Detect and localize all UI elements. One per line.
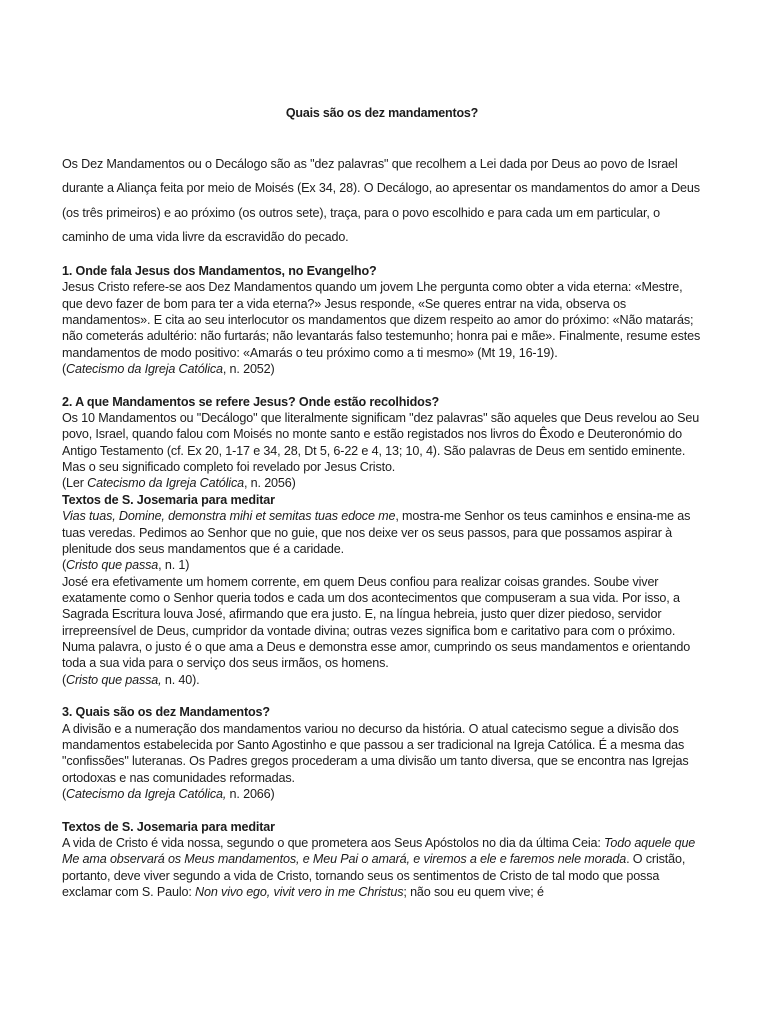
ref-source: Cristo que passa, <box>66 672 162 687</box>
section-3-meditate-heading: Textos de S. Josemaria para meditar <box>62 819 275 834</box>
latin-quote: Vias tuas, Domine, demonstra mihi et semitas tuas edoce me <box>62 509 396 524</box>
section-2-text: Os 10 Mandamentos ou "Decálogo" que literalmente significam "dez palavras" são aqueles que Deus revelou ao Seu povo, Israel, quando falou com Moisés no monte santo e estão registados nos livros do Êxodo e Deuteronómio do Antigo Testamento (cf. Ex 20, 1-17 e 34, 28, Dt 5, 6-22 e 4, 13; 10, 4). São palavras de Deus em sentido eminente. Mas o seu significado completo foi revelado por Jesus Cristo. <box>62 411 700 475</box>
ref-rest: , n. 2056) <box>243 476 296 491</box>
meditation-4-text-e: ; não sou eu quem vive; é <box>403 885 544 900</box>
ref-open: ( <box>62 787 67 801</box>
section-1-reference <box>62 361 702 377</box>
meditation-4-text-c: . O cristão, portanto, deve viver segundo a vida de Cristo, tornando seus os sentimentos de Cristo de tal modo que possa exclamar com S. Paulo: <box>62 852 686 900</box>
intro-paragraph: Os Dez Mandamentos ou o Decálogo são as "dez palavras" que recolhem a Lei dada por Deus ao povo de Israel durante a Aliança feita por meio de Moisés (Ex 34, 28). O Decálogo, ao apresentar os mandamentos do amor a Deus (os três primeiros) e ao próximo (os outros sete), traça, para o povo escolhido e para cada um em particular, o caminho de uma vida livre da escravidão do pecado. <box>62 157 700 244</box>
ref-rest: n. 40). <box>161 672 200 687</box>
ref-open: ( <box>62 672 67 687</box>
ref-rest: , n. 2052) <box>222 362 275 377</box>
section-3-reference <box>62 786 702 802</box>
spacer <box>62 688 702 704</box>
spacer <box>62 377 702 393</box>
section-3-heading: 3. Quais são os dez Mandamentos? <box>62 705 270 720</box>
section-2-heading: 2. A que Mandamentos se refere Jesus? Onde estão recolhidos? <box>62 394 440 409</box>
ref-source: Catecismo da Igreja Católica <box>66 362 223 377</box>
ref-source: Catecismo da Igreja Católica <box>87 476 244 491</box>
meditation-1-text: , mostra-me Senhor os teus caminhos e ensina-me as tuas veredas. Pedimos ao Senhor que no guie, que nos deixe ver os seus passos, para que possamos aspirar à plenitude dos seus mandamentos que é a caridade. <box>62 509 691 556</box>
section-1-heading: 1. Onde fala Jesus dos Mandamentos, no Evangelho? <box>62 264 377 278</box>
section-2-reference <box>62 475 702 491</box>
ref-open: ( <box>62 558 67 573</box>
section-1-text: Jesus Cristo refere-se aos Dez Mandamentos quando um jovem Lhe pergunta como obter a vida eterna: «Mestre, que devo fazer de bom para ter a vida eterna?» Jesus responde, «Se queres entrar na vida, observa os mandamentos». E cita ao seu interlocutor os mandamentos que dizem respeito ao amor do próximo: «Não matarás; não cometerás adultério: não furtarás; não levantarás falso testemunho; honra pai e mãe». Finalmente, resume estes mandamentos de modo positivo: «Amarás o teu próximo como a ti mesmo» (Mt 19, 16-19). <box>62 280 701 360</box>
ref-rest: , n. 1) <box>158 558 190 573</box>
section-2-meditate-heading: Textos de S. Josemaria para meditar <box>62 492 275 507</box>
ref-source: Cristo que passa <box>66 558 159 573</box>
meditation-4 <box>62 835 702 900</box>
meditation-1 <box>62 508 702 557</box>
meditation-2: José era efetivamente um homem corrente, em quem Deus confiou para realizar coisas grandes. Soube viver exatamente como o Senhor queria todos e cada um dos acontecimentos que compuseram a sua vida. Por isso, a Sagrada Escritura louva José, afirmando que era justo. E, na língua hebreia, justo quer dizer piedoso, servidor irrepreensível de Deus, cumpridor da vontade divina; outras vezes significa bom e caritativo para com o próximo. <box>62 574 680 638</box>
spacer <box>62 802 702 818</box>
page-title: Quais são os dez mandamentos? <box>285 106 479 120</box>
scripture-quote: Todo aquele que Me ama observará os Meus mandamentos, e Meu Pai o amará, e viremos a ele e faremos nele morada <box>62 836 696 867</box>
meditation-3: Numa palavra, o justo é o que ama a Deus e demonstra esse amor, cumprindo os seus mandamentos e orientando toda a sua vida para o serviço dos seus irmãos, os homens. <box>62 639 691 671</box>
ref-open: ( <box>62 362 67 377</box>
ref-open: (Ler <box>62 476 88 491</box>
meditation-4-text-a: A vida de Cristo é vida nossa, segundo o que prometera aos Seus Apóstolos no dia da última Ceia: <box>62 836 605 851</box>
ref-source: Catecismo da Igreja Católica, <box>66 787 227 801</box>
latin-quote: Non vivo ego, vivit vero in me Christus <box>195 885 404 900</box>
ref-rest: n. 2066) <box>226 787 275 801</box>
meditation-3-reference <box>62 672 702 688</box>
document-body <box>62 263 702 900</box>
meditation-1-reference <box>62 557 702 573</box>
section-3-text: A divisão e a numeração dos mandamentos variou no decurso da história. O atual catecismo segue a divisão dos mandamentos estabelecida por Santo Agostinho e que passou a ser tradicional na Igreja Católica. É a mesma das "confissões" luteranas. Os Padres gregos procederam a uma divisão um tanto diversa, que se encontra nas Igrejas ortodoxas e nas comunidades reformadas. <box>62 721 689 785</box>
